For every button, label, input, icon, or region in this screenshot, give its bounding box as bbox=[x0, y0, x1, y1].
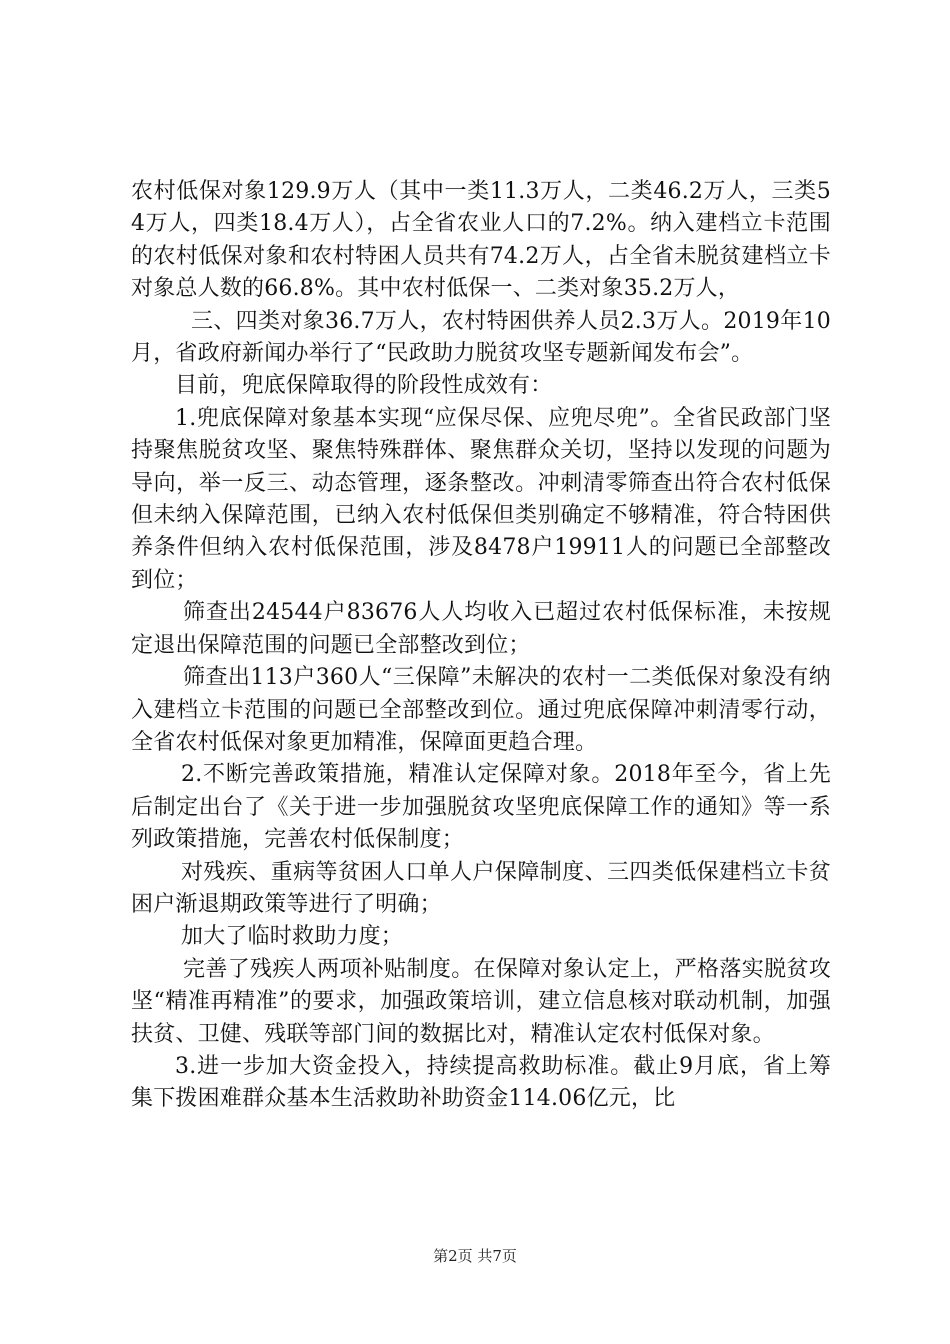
paragraph-6: 筛查出113户360人“三保障”未解决的农村一二类低保对象没有纳入建档立卡范围的问题已全部整改到位。通过兜底保障冲刺清零行动，全省农村低保对象更加精准，保障面更趋合理。 bbox=[131, 665, 831, 755]
document-body bbox=[131, 176, 831, 1116]
paragraph-11: 3.进一步加大资金投入，持续提高救助标准。截止9月底，省上筹集下拨困难群众基本生活救助补助资金114.06亿元，比 bbox=[131, 1053, 831, 1112]
paragraph-7: 2.不断完善政策措施，精准认定保障对象。2018年至今，省上先后制定出台了《关于进一步加强脱贫攻坚兜底保障工作的通知》等一系列政策措施，完善农村低保制度； bbox=[131, 762, 831, 853]
paragraph-3: 目前，兜底保障取得的阶段性成效有： bbox=[175, 373, 553, 399]
paragraph-9: 加大了临时救助力度； bbox=[181, 924, 404, 950]
paragraph-10: 完善了残疾人两项补贴制度。在保障对象认定上，严格落实脱贫攻坚“精准再精准”的要求，加强政策培训，建立信息核对联动机制，加强扶贫、卫健、残联等部门间的数据比对，精准认定农村低保对象。 bbox=[131, 956, 831, 1047]
paragraph-8: 对残疾、重病等贫困人口单人户保障制度、三四类低保建档立卡贫困户渐退期政策等进行了明确； bbox=[131, 859, 831, 917]
page-number-footer: 第2页 共7页 bbox=[433, 1247, 517, 1265]
paragraph-5: 筛查出24544户83676人人均收入已超过农村低保标准，未按规定退出保障范围的问题已全部整改到位； bbox=[131, 600, 831, 658]
paragraph-2: 三、四类对象36.7万人，农村特困供养人员2.3万人。2019年10月，省政府新闻办举行了“民政助力脱贫攻坚专题新闻发布会”。 bbox=[131, 308, 831, 367]
paragraph-4: 1.兜底保障对象基本实现“应保尽保、应兜尽兜”。全省民政部门坚持聚焦脱贫攻坚、聚焦特殊群体、聚焦群众关切，坚持以发现的问题为导向，举一反三、动态管理，逐条整改。冲刺清零筛查出符合农村低保但未纳入保障范围，已纳入农村低保但类别确定不够精准，符合特困供养条件但纳入农村低保范围，涉及8478户19911人的问题已全部整改到位； bbox=[131, 405, 831, 593]
paragraph-1: 农村低保对象129.9万人（其中一类11.3万人，二类46.2万人，三类54万人，四类18.4万人），占全省农业人口的7.2%。纳入建档立卡范围的农村低保对象和农村特困人员共有74.2万人，占全省未脱贫建档立卡对象总人数的66.8%。其中农村低保一、二类对象35.2万人， bbox=[131, 179, 831, 302]
